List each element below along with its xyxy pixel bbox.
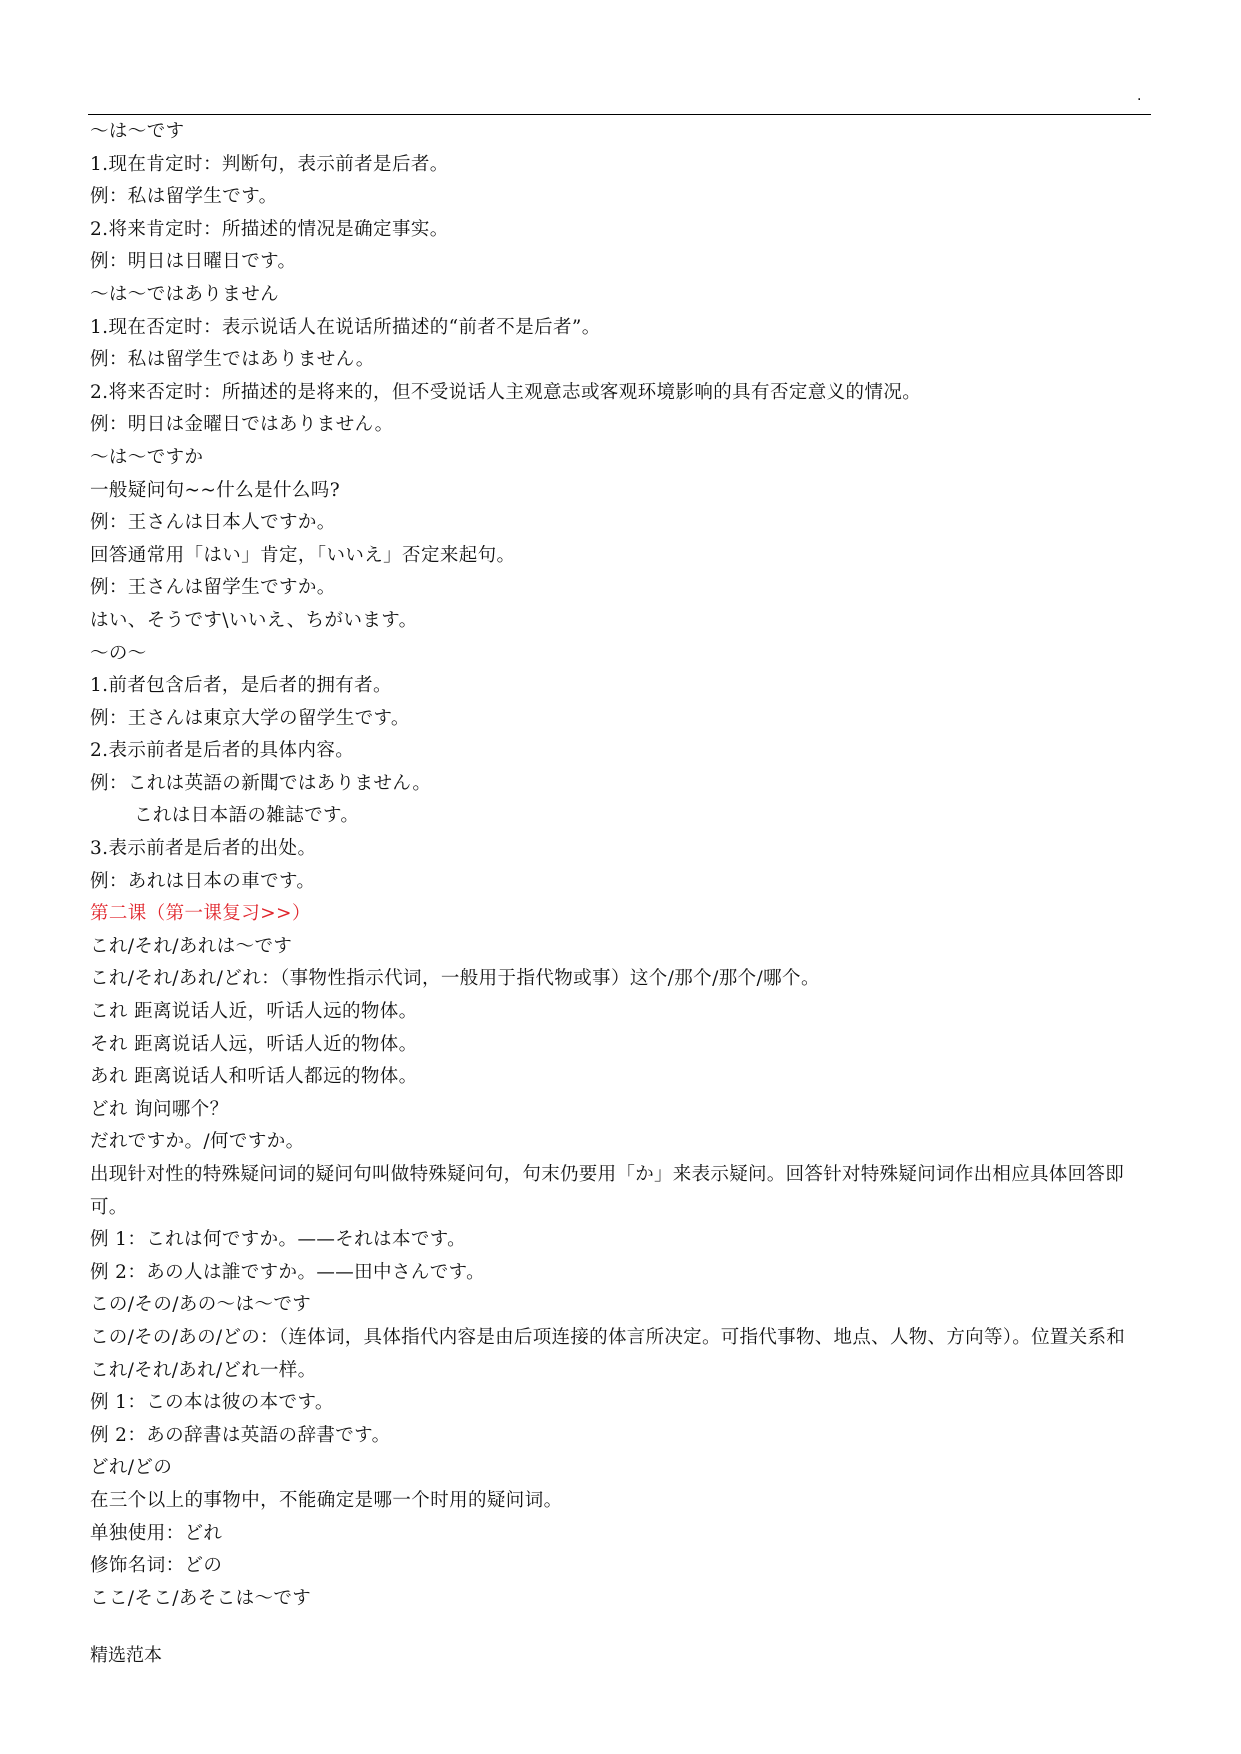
text-line: 2.表示前者是后者的具体内容。 (90, 740, 355, 762)
text-line: 一般疑问句~~什么是什么吗? (90, 479, 341, 501)
text-line: これ/それ/あれ/どれ：（事物性指示代词，一般用于指代物或事）这个/那个/那个/哪个。 (90, 968, 820, 990)
example-line: 例：あれは日本の車です。 (90, 870, 316, 892)
example-line: 例 1：これは何ですか。——それは本です。 (90, 1229, 467, 1251)
example-line: 例：明日は日曜日です。 (90, 251, 297, 273)
example-line: 例：私は留学生です。 (90, 186, 278, 208)
paragraph: この/その/あの/どの：（连体词，具体指代内容是由后项连接的体言所决定。可指代事物、地点、人物、方向等）。位置关系和 これ/それ/あれ/どれ一样。 (90, 1326, 1126, 1381)
header-mark: . (1137, 88, 1142, 104)
section-heading: ～は～です (90, 121, 185, 142)
text-line: 修饰名词：どの (90, 1555, 223, 1577)
text-line: 2.将来否定时：所描述的是将来的，但不受说话人主观意志或客观环境影响的具有否定意义的情况。 (90, 381, 922, 403)
example-line: これは日本語の雑誌です。 (134, 805, 360, 827)
section-heading: ～の～ (90, 642, 147, 664)
example-line: 例：王さんは東京大学の留学生です。 (90, 707, 410, 729)
text-line: 单独使用：どれ (90, 1522, 223, 1544)
text-line: はい、そうです\いいえ、ちがいます。 (90, 609, 418, 631)
example-line: 例：王さんは留学生ですか。 (90, 577, 336, 599)
example-line: 例 1：この本は彼の本です。 (90, 1392, 334, 1414)
text-line: 1.前者包含后者，是后者的拥有者。 (90, 675, 392, 697)
example-line: 例 2：あの辞書は英語の辞書です。 (90, 1424, 391, 1446)
text-line: 1.现在肯定时：判断句，表示前者是后者。 (90, 153, 449, 175)
document-body (90, 116, 1150, 1615)
section-heading: これ/それ/あれは～です (90, 935, 293, 957)
lesson-heading: 第二课（第一课复习>>） (90, 903, 311, 925)
text-line: あれ 距离说话人和听话人都远的物体。 (90, 1066, 418, 1088)
text-line: これ 距离说话人近，听话人远的物体。 (90, 1001, 418, 1023)
text-line: 3.表示前者是后者的出处。 (90, 838, 317, 860)
example-line: 例：これは英語の新聞ではありません。 (90, 772, 432, 794)
text-line: 2.将来肯定时：所描述的情况是确定事实。 (90, 218, 449, 240)
section-heading: ここ/そこ/あそこは～です (90, 1587, 312, 1609)
text-line: 1.现在否定时：表示说话人在说话所描述的“前者不是后者”。 (90, 316, 601, 338)
text-line: それ 距离说话人远，听话人近的物体。 (90, 1033, 418, 1055)
section-heading: この/その/あの～は～です (90, 1294, 312, 1316)
header-rule (88, 114, 1151, 115)
footer-text: 精选范本 (90, 1645, 162, 1666)
example-line: 例：私は留学生ではありません。 (90, 349, 375, 371)
text-line: 在三个以上的事物中，不能确定是哪一个时用的疑问词。 (90, 1489, 563, 1511)
text-line: 回答通常用「はい」肯定，「いいえ」否定来起句。 (90, 544, 516, 566)
example-line: 例：王さんは日本人ですか。 (90, 512, 336, 534)
section-heading: ～は～ですか (90, 446, 204, 468)
section-heading: ～は～ではありません (90, 283, 280, 305)
text-line: だれですか。/何ですか。 (90, 1131, 305, 1153)
section-heading: どれ/どの (90, 1457, 173, 1479)
paragraph: 出现针对性的特殊疑问词的疑问句叫做特殊疑问句，句末仍要用「か」来表示疑问。回答针对特殊疑问词作出相应具体回答即可。 (90, 1164, 1125, 1218)
example-line: 例：明日は金曜日ではありません。 (90, 414, 394, 436)
example-line: 例 2：あの人は誰ですか。——田中さんです。 (90, 1261, 485, 1283)
text-line: どれ 询问哪个？ (90, 1098, 229, 1120)
